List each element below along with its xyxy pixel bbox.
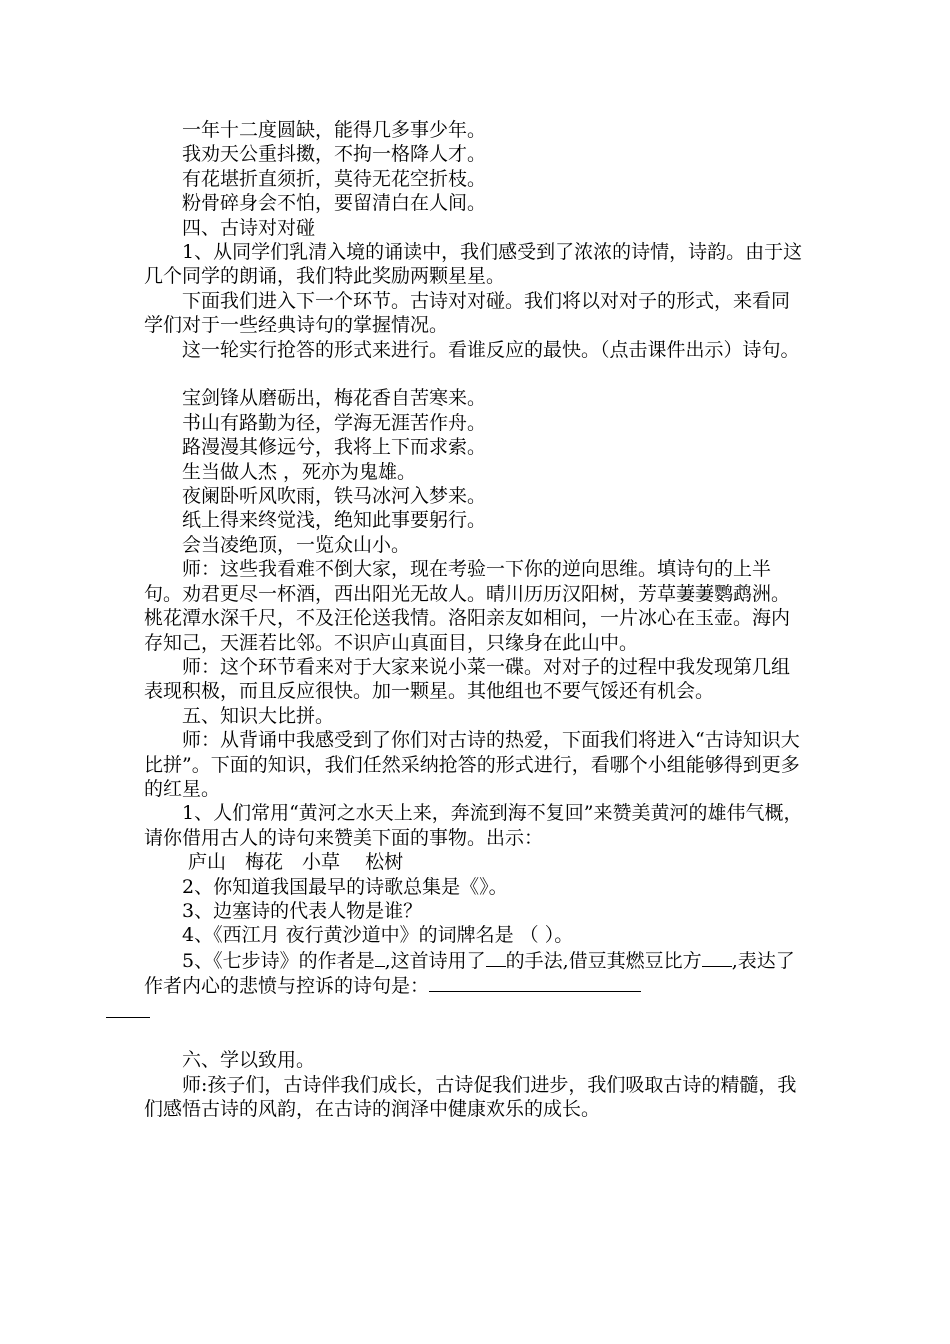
paragraph: 师：这个环节看来对于大家来说小菜一碟。对对子的过程中我发现第几组表现积极，而且反应很快。加一颗星。其他组也不要气馁还有机会。 bbox=[144, 655, 791, 703]
poem-line: 生当做人杰 ，死亦为鬼雄。 bbox=[182, 460, 417, 483]
blank-underline bbox=[106, 999, 150, 1018]
poem-line: 粉骨碎身会不怕，要留清白在人间。 bbox=[182, 192, 487, 215]
poem-line: 我劝天公重抖擞，不拘一格降人才。 bbox=[182, 143, 487, 166]
blank-line bbox=[144, 362, 808, 386]
section-heading: 五、知识大比拼。 bbox=[182, 704, 335, 727]
question-3: 3、边塞诗的代表人物是谁？ bbox=[182, 899, 423, 922]
poem-line: 路漫漫其修远兮，我将上下而求索。 bbox=[182, 436, 487, 459]
poem-line: 一年十二度圆缺，能得几多事少年。 bbox=[182, 119, 487, 141]
question-5 bbox=[144, 948, 808, 1024]
paragraph: 师：这些我看难不倒大家，现在考验一下你的逆向思维。填诗句的上半句。劝君更尽一杯酒，西出阳光无故人。晴川历历汉阳树，芳草萋萋鹦鹉洲。桃花潭水深千尺，不及汪伦送我情。洛阳亲友如相问，一片冰心在玉壶。海内存知己，天涯若比邻。不识庐山真面目，只缘身在此山中。 bbox=[144, 558, 791, 654]
section-heading: 四、古诗对对碰 bbox=[182, 216, 316, 239]
paragraph: 下面我们进入下一个环节。古诗对对碰。我们将以对对子的形式，来看同学们对于一些经典诗句的掌握情况。 bbox=[144, 289, 791, 337]
question-1: 1、人们常用“黄河之水天上来，奔流到海不复回”来赞美黄河的雄伟气概，请你借用古人的诗句来赞美下面的事物。出示： bbox=[144, 802, 803, 849]
question-5-text-4: ,表达了作者内心的悲愤与控诉的诗句是： bbox=[144, 949, 795, 998]
blank-underline bbox=[429, 973, 641, 992]
poem-line: 纸上得来终觉浅，绝知此事要躬行。 bbox=[182, 509, 487, 532]
question-5-text-2: ,这首诗用了 bbox=[384, 949, 486, 972]
question-5-text-1: 5、《七步诗》的作者是 bbox=[182, 949, 375, 972]
poem-line: 书山有路勤为径，学海无涯苦作舟。 bbox=[182, 411, 487, 434]
paragraph: 师:孩子们，古诗伴我们成长，古诗促我们进步，我们吸取古诗的精髓，我们感悟古诗的风韵，在古诗的润泽中健康欢乐的成长。 bbox=[144, 1073, 797, 1121]
blank-underline bbox=[702, 948, 732, 967]
blank-underline bbox=[375, 948, 385, 967]
question-2: 2、你知道我国最早的诗歌总集是《》。 bbox=[182, 875, 508, 898]
question-1-items: 庐山 梅花 小草 松树 bbox=[182, 851, 404, 874]
question-4: 4、《西江月 夜行黄沙道中》的词牌名是 （ ）。 bbox=[182, 924, 574, 947]
poem-line: 夜阑卧听风吹雨，铁马冰河入梦来。 bbox=[182, 485, 487, 508]
paragraph: 1、从同学们乳清入境的诵读中，我们感受到了浓浓的诗情，诗韵。由于这几个同学的朗诵，我们特此奖励两颗星星。 bbox=[144, 241, 803, 288]
paragraph: 师：从背诵中我感受到了你们对古诗的热爱，下面我们将进入“古诗知识大比拼”。下面的知识，我们任然采纳抢答的形式进行，看哪个小组能够得到更多的红星。 bbox=[144, 729, 800, 800]
poem-line: 有花堪折直须折，莫待无花空折枝。 bbox=[182, 167, 487, 190]
paragraph: 这一轮实行抢答的形式来进行。看谁反应的最快。（点击课件出示）诗句。 bbox=[182, 338, 800, 361]
blank-line bbox=[144, 1024, 808, 1048]
poem-line: 会当凌绝顶，一览众山小。 bbox=[182, 533, 411, 556]
question-5-text-3: 的手法,借豆萁燃豆比方 bbox=[505, 949, 702, 972]
document-body bbox=[144, 118, 808, 1122]
blank-underline bbox=[486, 948, 506, 967]
poem-line: 宝剑锋从磨砺出，梅花香自苦寒来。 bbox=[182, 387, 487, 410]
section-heading: 六、学以致用。 bbox=[182, 1049, 316, 1072]
